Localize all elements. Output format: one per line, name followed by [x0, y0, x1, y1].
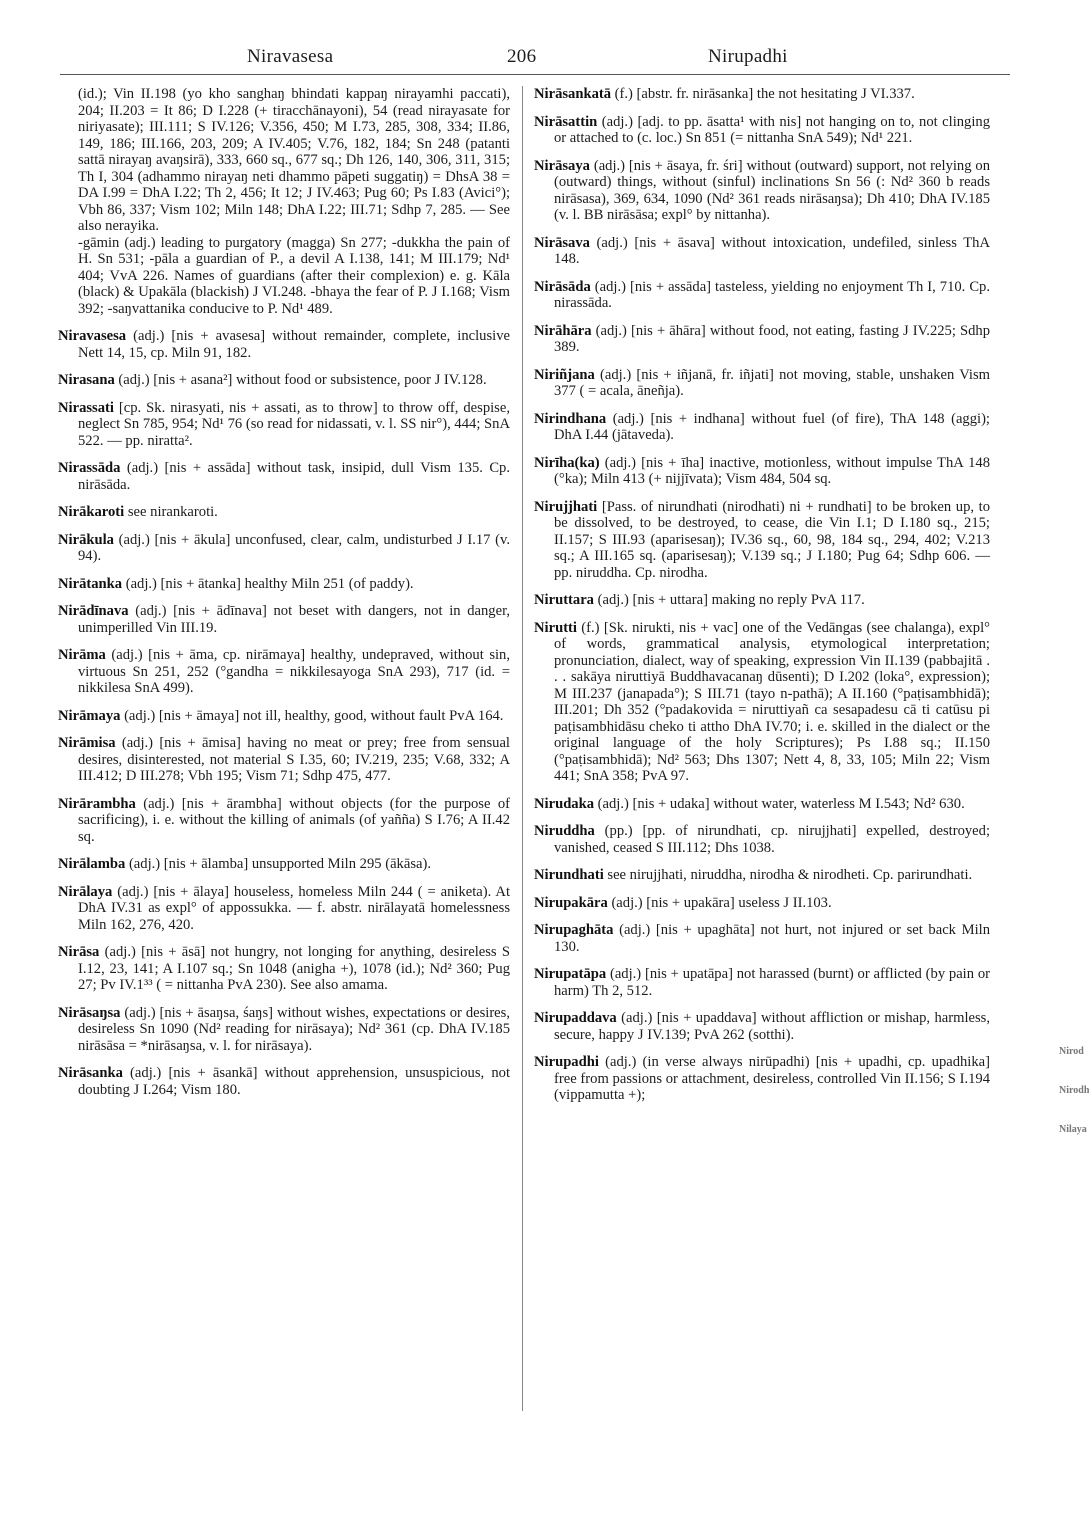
running-head-left: Niravasesa	[247, 46, 334, 67]
entry-definition: see nirankaroti.	[124, 504, 218, 520]
dictionary-entry	[534, 592, 990, 609]
dictionary-entry	[534, 796, 990, 813]
headword: Nirupadhi	[534, 1054, 599, 1070]
entry-definition: (f.) [Sk. nirukti, nis + vac] one of the Vedāngas (see chalanga), expl° of words, grammatical analysis, etymological interpretation; pronunciation, dialect, way of speaking, expression Vin II.139 (pabbajitā . . . sakāya niruttiyā Buddhavacanaŋ dūsenti); D I.202 (loka°, expression); M III.237 (janapada°); S III.71 (tayo n-pathā); A II.160 (°paṭisambhidā); III.201; Dh 352 (°padakovida = niruttiyañ ca sesapadesu cā ti catūsu pi paṭisambhidāsu cheko ti attho DhA IV.70; i. e. skilled in the dialect or the original language of the holy Scriptures); Ps I.88 sq.; II.150 (°paṭisambhidā); Nd² 563; Dhs 1307; Nett 4, 8, 33, 105; Miln 22; Vism 441; SnA 358; PvA 97.	[554, 619, 990, 784]
headword: Nirasana	[58, 372, 115, 388]
headword: Nirupaghāta	[534, 922, 614, 938]
dictionary-entry	[58, 86, 510, 235]
edge-fragment: Nilaya	[1059, 1124, 1087, 1135]
headword: Nirāsaya	[534, 157, 590, 174]
edge-fragment: Nirodh	[1059, 1085, 1089, 1096]
running-head-right: Nirupadhi	[708, 46, 788, 67]
dictionary-entry	[58, 400, 510, 450]
entry-definition: (adj.) [nis + āsankā] without apprehension, unsuspicious, not doubting J I.264; Vism 180.	[78, 1065, 510, 1098]
dictionary-entry	[58, 884, 510, 934]
headword: Nirīha(ka)	[534, 454, 600, 471]
entry-definition: [Pass. of nirundhati (nirodhati) ni + rundhati] to be broken up, to be dissolved, to be destroyed, to cease, die Vin I.1; D I.180 sq., 215; II.157; S III.93 (aparisesaŋ); IV.36 sq., 60, 98, 184 sq., 294, 402; V.213 sq.; A III.165 sq. (aparisesaŋ); V.139 sq.; J I.180; Pug 64; Sdhp 606. — pp. niruddha. Cp. nirodha.	[554, 498, 990, 581]
headword: Nirutti	[534, 619, 577, 636]
entry-definition: (adj.) [nis + ālamba] unsupported Miln 295 (ākāsa).	[125, 856, 431, 872]
entry-definition: (adj.) [nis + āsaya, fr. śri] without (outward) support, not relying on (outward) things, without (sinful) inclinations Sn 56 (: Nd² 360 b reads nirāsasa), 369, 634, 1090 (Nd² 361 reads nirāsaŋsa); Dh 410; DhA IV.185 (v. l. BB nirāsāsa; expl° by nittanha).	[554, 157, 990, 223]
entry-definition: (adj.) [nis + avasesa] without remainder, complete, inclusive Nett 14, 15, cp. Miln 91, 182.	[78, 328, 510, 361]
entry-definition: (adj.) [nis + āmisa] having no meat or prey; free from sensual desires, disinterested, not material S I.35, 60; IV.219, 235; V.68, 332; A III.412; D III.278; Vbh 195; Vism 71; Sdhp 475, 477.	[78, 735, 510, 784]
dictionary-entry	[58, 235, 510, 318]
dictionary-entry	[534, 323, 990, 356]
dictionary-entry	[58, 460, 510, 493]
entry-definition: (adj.) [nis + upaddava] without affliction or mishap, harmless, secure, happy J IV.139; PvA 262 (sotthi).	[554, 1010, 990, 1043]
dictionary-entry	[534, 114, 990, 147]
headword: Nirujjhati	[534, 498, 598, 515]
entry-definition: (adj.) [nis + assāda] tasteless, yielding no enjoyment Th I, 710. Cp. nirassāda.	[554, 278, 990, 311]
entry-definition: (adj.) [nis + asana²] without food or subsistence, poor J IV.128.	[114, 372, 487, 388]
left-column	[58, 86, 510, 1109]
entry-definition: (adj.) [adj. to pp. āsatta¹ with nis] not hanging on to, not clinging or attached to (c. loc.) Sn 851 (= nittanha SnA 549); Nd¹ 221.	[554, 113, 990, 146]
dictionary-entry	[58, 944, 510, 994]
dictionary-entry	[534, 86, 990, 103]
headword: Nirupaddava	[534, 1010, 617, 1026]
headword: Nirādīnava	[58, 603, 129, 619]
entry-definition: (adj.) [nis + āhāra] without food, not eating, fasting J IV.225; Sdhp 389.	[554, 322, 990, 355]
dictionary-entry	[534, 922, 990, 955]
dictionary-entry	[534, 1010, 990, 1043]
headword: Niriñjana	[534, 366, 595, 383]
dictionary-entry	[534, 279, 990, 312]
entry-definition: (adj.) [nis + īha] inactive, motionless, without impulse ThA 148 (°ka); Miln 413 (+ nijjīvata); Vism 484, 504 sq.	[554, 454, 990, 487]
entry-definition: (adj.) [nis + ārambha] without objects (for the purpose of sacrificing), i. e. without the killing of animals (of yañña) S I.76; A II.42 sq.	[78, 795, 510, 845]
entry-definition: (adj.) (in verse always nirūpadhi) [nis + upadhi, cp. upadhika] free from passions or attachment, desireless, controlled Vin II.156; S I.194 (vippamutta +);	[554, 1054, 990, 1103]
headword: Nirāsa	[58, 944, 100, 960]
entry-definition: (id.); Vin II.198 (yo kho sanghaŋ bhindati kappaŋ nirayamhi paccati), 204; II.203 = It 86; D I.228 (+ tiracchānayoni), 54 (read nirayasate for niriyasate); III.111; S IV.126; V.356, 450; M I.73, 285, 308, 334; II.86, 149, 186; III.166, 203, 209; A IV.405; V.76, 182, 184; Sn 248 (patanti sattā nirayaŋ avaŋsirā), 333, 660 sq., 677 sq.; Dh 126, 140, 306, 311, 315; Th I, 304 (adhammo nirayaŋ neti dhammo pāpeti suggatiŋ) = DhsA 38 = DA I.99 = DhA I.22; Th 2, 456; It 12; J IV.463; Pug 60; Ps I.83 (Avici°); Vbh 86, 337; Vism 102; Miln 148; DhA I.22; III.71; Sdhp 7, 285. — See also nerayika.	[78, 86, 510, 234]
dictionary-entry	[534, 455, 990, 488]
entry-definition: (f.) [abstr. fr. nirāsanka] the not hesitating J VI.337.	[611, 86, 915, 102]
dictionary-entry	[534, 235, 990, 268]
entry-definition: (adj.) [nis + āmaya] not ill, healthy, good, without fault PvA 164.	[120, 707, 504, 724]
entry-definition: (adj.) [nis + upaghāta] not hurt, not injured or set back Miln 130.	[554, 922, 990, 955]
headword: Niruttara	[534, 592, 594, 608]
entry-definition: (adj.) [nis + upakāra] useless J II.103.	[607, 894, 832, 911]
entry-definition: [cp. Sk. nirasyati, nis + assati, as to throw] to throw off, despise, neglect Sn 785, 954; Nd¹ 76 (so read for nidassati, v. l. SS nir°), 444; SnA 522. — pp. niratta².	[78, 399, 510, 449]
dictionary-entry	[58, 504, 510, 521]
dictionary-entry	[534, 867, 990, 884]
entry-definition: (adj.) [nis + ākula] unconfused, clear, calm, undisturbed J I.17 (v. 94).	[78, 531, 510, 564]
dictionary-entry	[58, 856, 510, 873]
dictionary-entry	[534, 1054, 990, 1104]
dictionary-entry	[534, 823, 990, 856]
dictionary-entry	[58, 328, 510, 361]
entry-definition: -gāmin (adj.) leading to purgatory (magga) Sn 277; -dukkha the pain of H. Sn 531; -pāla a guardian of P., a devil A I.138, 141; M III.179; Nd¹ 404; VvA 226. Names of guardians (after their complexion) e. g. Kāla (black) & Upakāla (blackish) J VI.248. -bhaya the fear of P. J I.168; Vism 392; -saŋvattanika conducive to P. Nd¹ 489.	[78, 234, 510, 317]
dictionary-entry	[58, 647, 510, 697]
headword: Nirudaka	[534, 795, 595, 812]
column-divider	[522, 86, 523, 1411]
dictionary-entry	[58, 796, 510, 846]
entry-definition: (adj.) [nis + āsaŋsa, śaŋs] without wishes, expectations or desires, desireless Sn 1090 (Nd² reading for nirāsaya); Nd² 361 (cp. DhA IV.185 nirāsāsa = *nirāsaŋsa, v. l. for nirāsaya).	[78, 1004, 510, 1054]
entry-definition: (adj.) [nis + indhana] without fuel (of fire), ThA 148 (aggi); DhA I.44 (jātaveda).	[554, 410, 990, 443]
headword: Nirāma	[58, 647, 106, 663]
entry-definition: (adj.) [nis + ātanka] healthy Miln 251 (of paddy).	[122, 575, 414, 592]
headword: Nirāmisa	[58, 735, 116, 751]
headword: Nirassāda	[58, 460, 121, 476]
headword: Nirātanka	[58, 575, 123, 592]
dictionary-entry	[534, 895, 990, 912]
dictionary-entry	[58, 372, 510, 389]
headword: Nirassati	[58, 399, 114, 416]
headword: Nirālaya	[58, 883, 113, 900]
dictionary-entry	[534, 966, 990, 999]
page-number: 206	[507, 46, 537, 67]
entry-definition: (adj.) [nis + ālaya] houseless, homeless Miln 244 ( = aniketa). At DhA IV.31 as expl° of appossukka. — f. abstr. nirālayatā homelessness Miln 162, 276, 420.	[78, 883, 510, 933]
headword: Nirāmaya	[58, 707, 121, 724]
dictionary-entry	[534, 367, 990, 400]
entry-definition: (adj.) [nis + assāda] without task, insipid, dull Vism 135. Cp. nirāsāda.	[78, 460, 510, 493]
headword: Nirālamba	[58, 856, 126, 872]
headword: Nirāsava	[534, 234, 590, 251]
headword: Nirākaroti	[58, 504, 125, 520]
entry-definition: (adj.) [nis + udaka] without water, waterless M I.543; Nd² 630.	[594, 795, 965, 812]
entry-definition: (adj.) [nis + āsā] not hungry, not longing for anything, desireless S I.12, 23, 141; A I.107 sq.; Sn 1048 (anigha +), 1078 (id.); Nd² 360; Pug 27; Pv IV.1³³ ( = nittanha PvA 230). See also amama.	[78, 944, 510, 993]
dictionary-entry	[58, 1065, 510, 1098]
entry-definition: (adj.) [nis + iñjanā, fr. iñjati] not moving, stable, unshaken Vism 377 ( = acala, āneñja).	[554, 366, 990, 399]
edge-fragment: Nirod	[1059, 1046, 1084, 1057]
entry-definition: (pp.) [pp. of nirundhati, cp. nirujjhati] expelled, destroyed; vanished, ceased S III.112; Dhs 1038.	[554, 823, 990, 856]
headword: Nirāhāra	[534, 322, 592, 339]
entry-definition: (adj.) [nis + ādīnava] not beset with dangers, not in danger, unimperilled Vin III.19.	[78, 603, 510, 636]
right-column	[534, 86, 990, 1115]
headword: Niravasesa	[58, 328, 127, 344]
page-header	[60, 44, 1010, 75]
dictionary-entry	[58, 576, 510, 593]
headword: Nirāsankatā	[534, 86, 612, 102]
entry-definition: (adj.) [nis + upatāpa] not harassed (burnt) or afflicted (by pain or harm) Th 2, 512.	[554, 966, 990, 999]
dictionary-entry	[58, 735, 510, 785]
entry-definition: (adj.) [nis + āsava] without intoxication, undefiled, sinless ThA 148.	[554, 234, 990, 267]
headword: Nirākula	[58, 531, 114, 548]
dictionary-entry	[58, 532, 510, 565]
dictionary-entry	[534, 411, 990, 444]
dictionary-entry	[534, 620, 990, 785]
headword: Nirārambha	[58, 795, 136, 812]
headword: Nirāsāda	[534, 278, 591, 295]
headword: Nirindhana	[534, 410, 607, 427]
headword: Nirupatāpa	[534, 966, 607, 982]
headword: Nirupakāra	[534, 894, 608, 911]
dictionary-entry	[534, 499, 990, 582]
headword: Nirāsattin	[534, 113, 598, 130]
dictionary-entry	[58, 708, 510, 725]
headword: Nirundhati	[534, 867, 604, 883]
dictionary-entry	[58, 1005, 510, 1055]
headword: Nirāsanka	[58, 1065, 123, 1081]
headword: Nirāsaŋsa	[58, 1004, 121, 1021]
entry-definition: (adj.) [nis + uttara] making no reply PvA 117.	[593, 592, 865, 608]
entry-definition: see nirujjhati, niruddha, nirodha & nirodheti. Cp. parirundhati.	[603, 867, 973, 883]
entry-definition: (adj.) [nis + āma, cp. nirāmaya] healthy, undepraved, without sin, virtuous Sn 251, 252 (°gandha = nikkilesayoga SnA 293), 717 (id. = nikkilesa SnA 499).	[78, 647, 510, 696]
adjacent-page-edge	[1057, 1040, 1089, 1420]
dictionary-entry	[534, 158, 990, 224]
headword: Niruddha	[534, 823, 595, 839]
dictionary-entry	[58, 603, 510, 636]
